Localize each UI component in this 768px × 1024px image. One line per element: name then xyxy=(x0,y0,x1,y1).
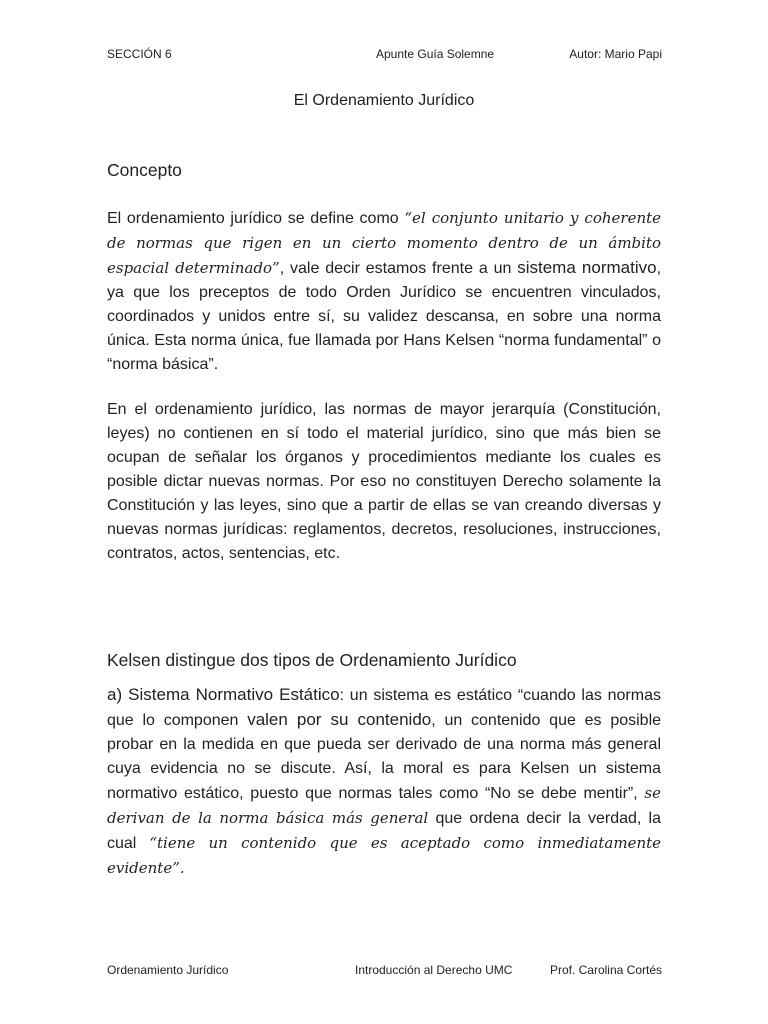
kelsen-emphasis: valen por su contenido xyxy=(247,710,432,729)
concepto-heading: Concepto xyxy=(107,160,182,180)
kelsen-heading: Kelsen distingue dos tipos de Ordenamiento Jurídico xyxy=(107,650,517,670)
p1-text-c: , ya que los preceptos de todo Orden Jurídico se encuentren vinculados, coordinados y unidos entre sí, su validez descansa, en sobre una norma única. Esta norma única, fue llamada por Hans Kelsen “norma fundamental” o “norma básica”. xyxy=(107,260,662,373)
page-header xyxy=(107,46,662,62)
document-title: El Ordenamiento Jurídico xyxy=(293,92,475,109)
p1-text-a: El ordenamiento jurídico se define como xyxy=(107,210,405,227)
kelsen-lead: a) Sistema Normativo Estático xyxy=(107,685,340,704)
header-doc-title: Apunte Guía Solemne xyxy=(376,47,495,61)
footer-center: Introducción al Derecho UMC xyxy=(355,963,513,977)
kelsen-text-a: : un sistema es estático “cuando las normas que lo componen xyxy=(107,687,661,729)
concepto-paragraph-1 xyxy=(107,206,661,377)
header-author: Autor: Mario Papi xyxy=(569,47,662,61)
kelsen-quote-2: “tiene un contenido que es aceptado como inmediatamente evidente”. xyxy=(107,834,662,877)
kelsen-text-b: , un contenido que es posible probar en la medida en que pueda ser derivado de una norma más general cuya evidencia no se discute. Así, la moral es para Kelsen un sistema normativo estático, puesto que normas tales como “No se debe mentir”, xyxy=(107,712,662,802)
p1-definition-quote: “el conjunto unitario y coherente de normas que rigen en un cierto momento dentro de un ámbito espacial determinado” xyxy=(107,209,662,277)
p1-text-b: , vale decir estamos frente a un xyxy=(279,260,518,277)
footer-left: Ordenamiento Jurídico xyxy=(107,963,229,977)
page-footer xyxy=(107,962,662,978)
header-section: SECCIÓN 6 xyxy=(107,47,172,61)
kelsen-paragraph xyxy=(107,683,661,881)
kelsen-quote-1: se derivan de la norma básica más general xyxy=(107,784,661,827)
footer-right: Prof. Carolina Cortés xyxy=(549,963,662,977)
p1-emphasis: sistema normativo xyxy=(517,258,657,277)
kelsen-text-c: que ordena decir la verdad, la cual xyxy=(107,810,662,852)
concepto-paragraph-2: En el ordenamiento jurídico, las normas de mayor jerarquía (Constitución, leyes) no contienen en sí todo el material jurídico, sino que más bien se ocupan de señalar los órganos y procedimientos mediante los cuales es posible dictar nuevas normas. Por eso no constituyen Derecho solamente la Constitución y las leyes, sino que a partir de ellas se van creando diversas y nuevas normas jurídicas: reglamentos, decretos, resoluciones, instrucciones, contratos, actos, sentencias, etc. xyxy=(107,401,661,562)
